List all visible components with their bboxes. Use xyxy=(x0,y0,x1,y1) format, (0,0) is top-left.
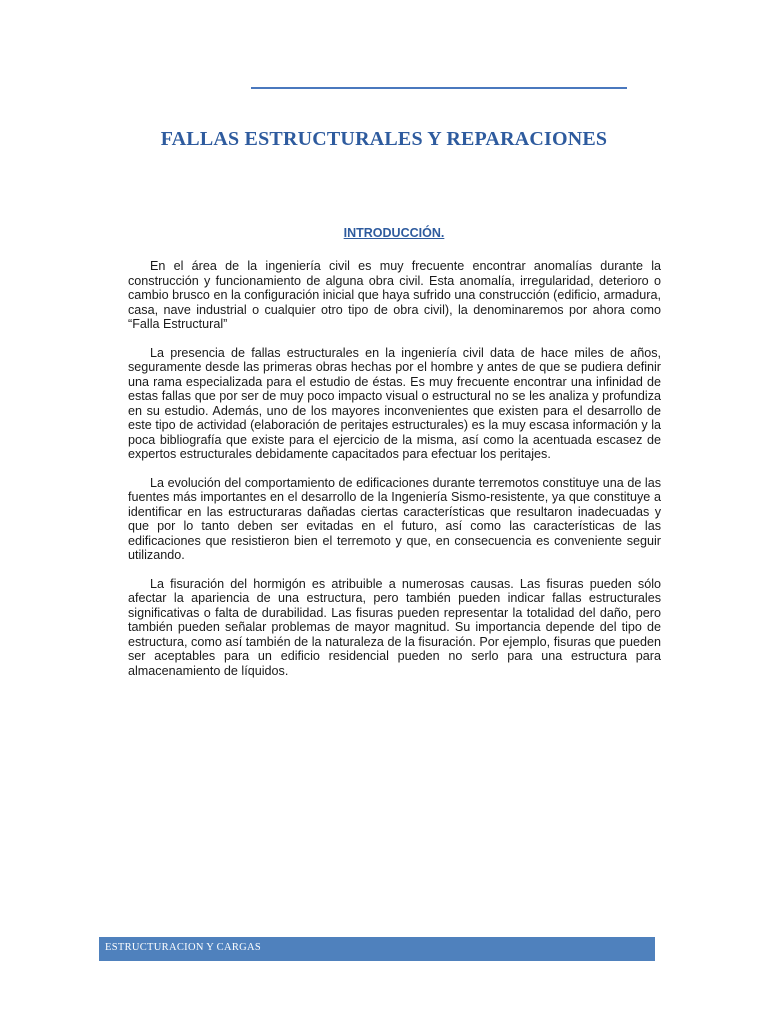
paragraph-3: La evolución del comportamiento de edificaciones durante terremotos constituye una de las fuentes más importantes en el desarrollo de la Ingeniería Sismo-resistente, ya que constituye a identificar en las estructuraras dañadas ciertas características que resultaron inadecuadas y que por lo tanto deben ser evitadas en el futuro, así como las características de las edificaciones que resistieron bien el terremoto y que, en consecuencia es conveniente seguir utilizando. xyxy=(128,475,661,562)
paragraph-1: En el área de la ingeniería civil es muy frecuente encontrar anomalías durante la construcción y funcionamiento de alguna obra civil. Esta anomalía, irregularidad, deterioro o cambio brusco en la configuración inicial que haya sufrido una construcción (edificio, armadura, casa, nave industrial o cualquier otro tipo de obra civil), la denominaremos por ahora como “Falla Estructural” xyxy=(128,259,661,331)
document-body xyxy=(128,259,661,692)
footer-label: ESTRUCTURACION Y CARGAS xyxy=(105,942,262,953)
footer-bar xyxy=(99,937,655,961)
section-heading: INTRODUCCIÓN. xyxy=(343,226,445,240)
document-title: FALLAS ESTRUCTURALES Y REPARACIONES xyxy=(160,128,608,150)
paragraph-2: La presencia de fallas estructurales en la ingeniería civil data de hace miles de años, seguramente desde las primeras obras hechas por el hombre y antes de que se pudiera definir una rama especializada para el estudio de éstas. Es muy frecuente encontrar una infinidad de estas fallas que por ser de muy poco impacto visual o estructural no se les analiza y profundiza en su estudio. Además, uno de los mayores inconvenientes que existen para el desarrollo de este tipo de actividad (elaboración de peritajes estructurales) es la muy escasa información y la poca bibliografía que existe para el ejercicio de la misma, así como la acentuada escasez de expertos estructurales debidamente capacitados para efectuar los peritajes. xyxy=(128,345,661,461)
paragraph-4: La fisuración del hormigón es atribuible a numerosas causas. Las fisuras pueden sólo afectar la apariencia de una estructura, pero también pueden indicar fallas estructurales significativas o falta de durabilidad. Las fisuras pueden representar la totalidad del daño, pero también pueden señalar problemas de mayor magnitud. Su importancia depende del tipo de estructura, como así también de la naturaleza de la fisuración. Por ejemplo, fisuras que pueden ser aceptables para un edificio residencial pueden no serlo para una estructura para almacenamiento de líquidos. xyxy=(128,576,661,678)
header-rule xyxy=(251,87,627,89)
